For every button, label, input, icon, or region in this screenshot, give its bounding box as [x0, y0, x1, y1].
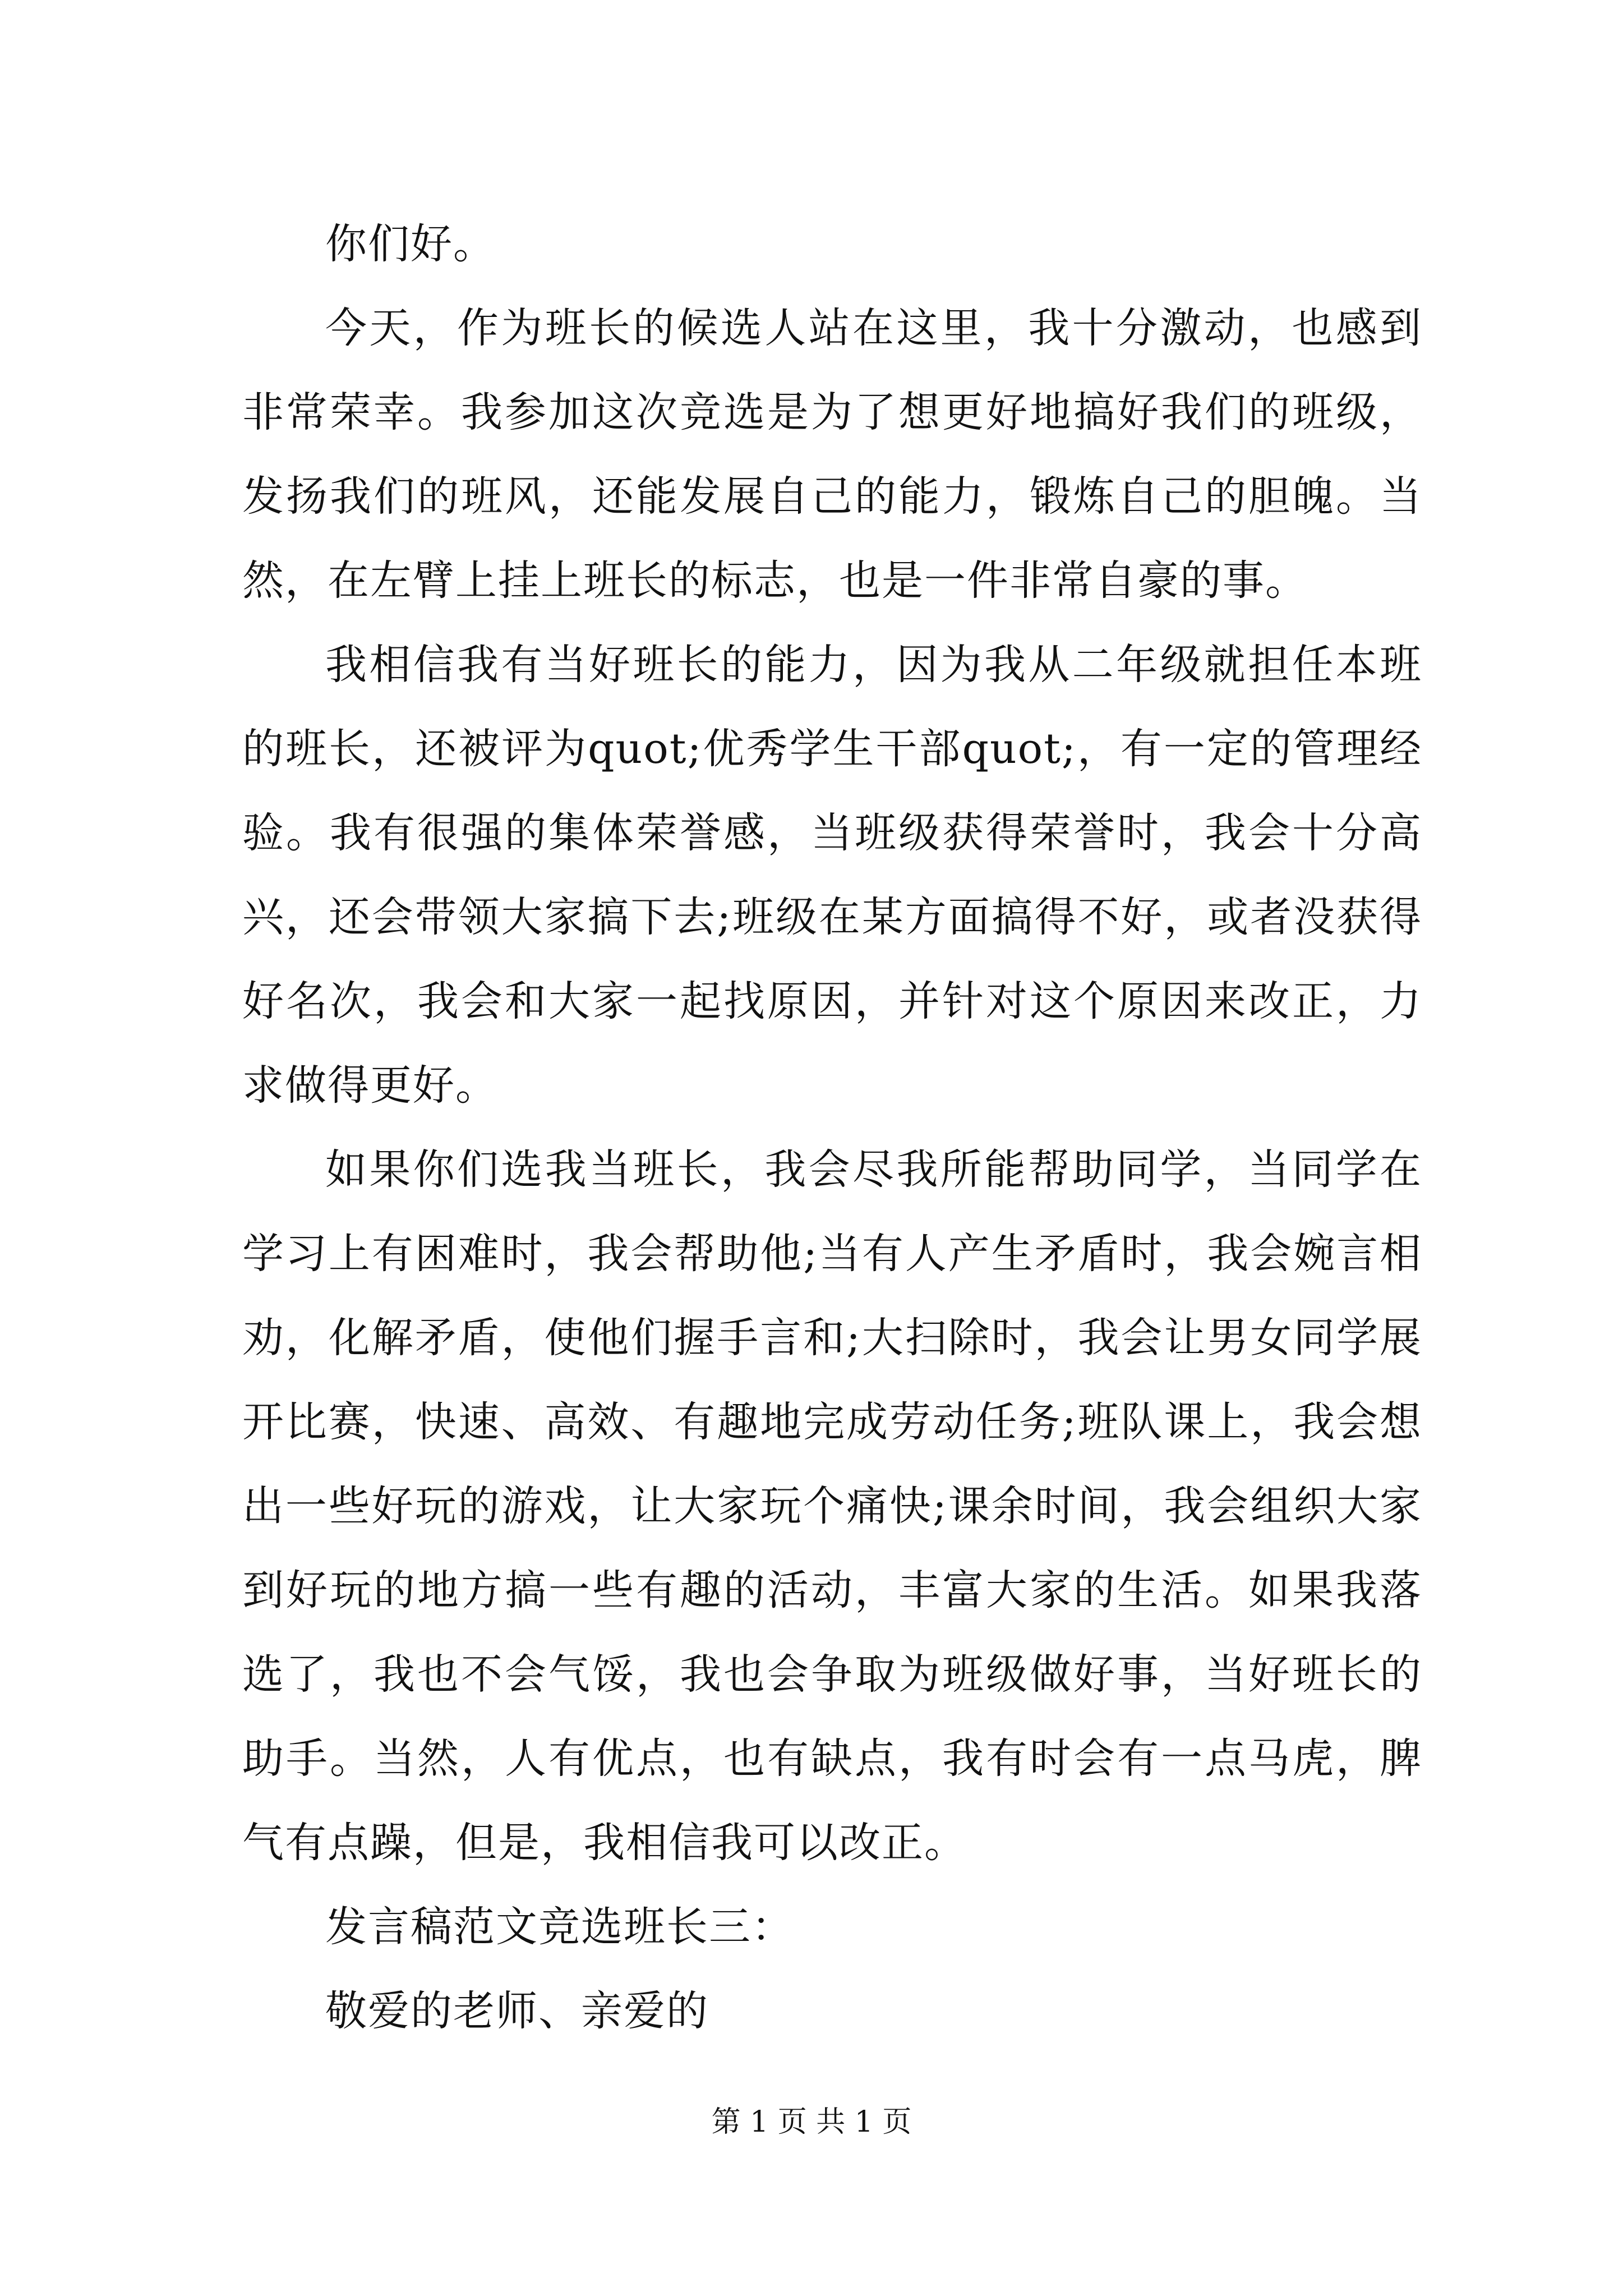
paragraph-plan: 如果你们选我当班长，我会尽我所能帮助同学，当同学在学习上有困难时，我会帮助他;当有人产生矛盾时，我会婉言相劝，化解矛盾，使他们握手言和;大扫除时，我会让男女同学展开比赛，快速、高效、有趣地完成劳动任务;班队课上，我会想出一些好玩的游戏，让大家玩个痛快;课余时间，我会组织大家到好玩的地方搞一些有趣的活动，丰富大家的生活。如果我落选了，我也不会气馁，我也会争取为班级做好事，当好班长的助手。当然，人有优点，也有缺点，我有时会有一点马虎，脾气有点躁，但是，我相信我可以改正。: [242, 1145, 1422, 1867]
paragraph-salutation: 敬爱的老师、亲爱的: [325, 1987, 709, 2035]
paragraph-section-heading: 发言稿范文竞选班长三：: [325, 1903, 794, 1951]
page-footer: 第 1 页 共 1 页: [711, 2105, 912, 2139]
paragraph-intro: 今天，作为班长的候选人站在这里，我十分激动，也感到非常荣幸。我参加这次竞选是为了想更好地搞好我们的班级，发扬我们的班风，还能发展自己的能力，锻炼自己的胆魄。当然，在左臂上挂上班长的标志，也是一件非常自豪的事。: [242, 304, 1422, 605]
document-body: [242, 202, 1422, 2053]
paragraph-ability: 我相信我有当好班长的能力，因为我从二年级就担任本班的班长，还被评为quot;优秀学生干部quot;，有一定的管理经验。我有很强的集体荣誉感，当班级获得荣誉时，我会十分高兴，还会带领大家搞下去;班级在某方面搞得不好，或者没获得好名次，我会和大家一起找原因，并针对这个原因来改正，力求做得更好。: [242, 641, 1422, 1110]
paragraph-greeting: 你们好。: [325, 220, 496, 268]
